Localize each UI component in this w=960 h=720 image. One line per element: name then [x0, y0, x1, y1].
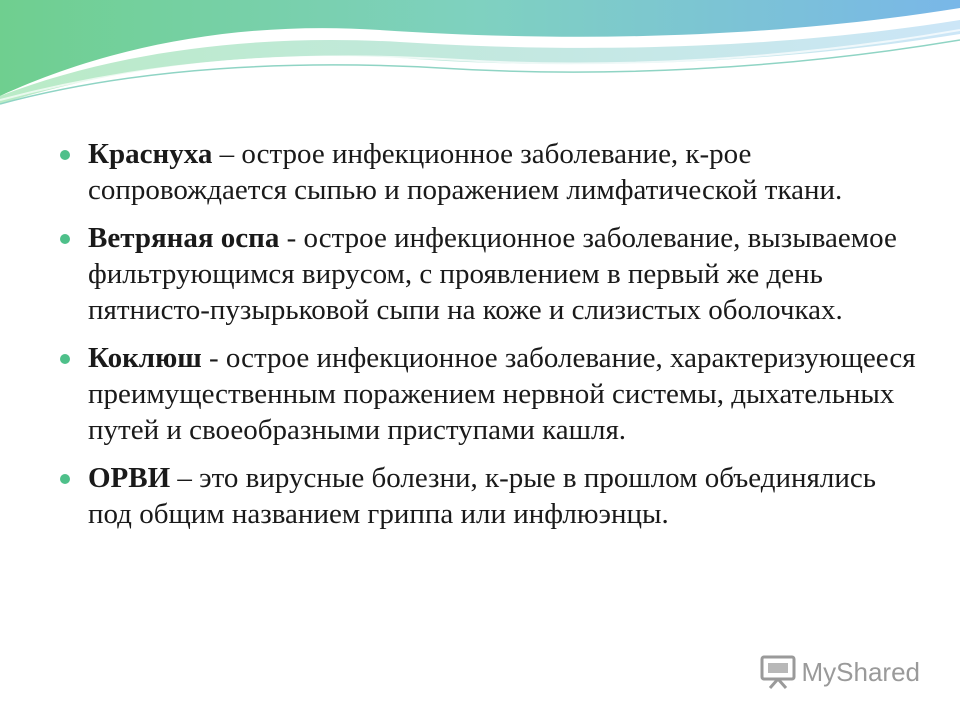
bullet-term: Ветряная оспа: [88, 222, 280, 254]
bullet-item-pertussis: [60, 340, 920, 448]
bullet-icon: [60, 354, 70, 364]
bullet-item-rubella: [60, 136, 920, 208]
bullet-icon: [60, 234, 70, 244]
bullet-text: – это вирусные болезни, к-рые в прошлом объединялись под общим названием гриппа или инфлюэнцы.: [88, 462, 876, 530]
header-wave-decoration: [0, 0, 960, 120]
watermark-logo[interactable]: [760, 652, 921, 692]
bullet-item-chickenpox: [60, 220, 920, 328]
bullet-item-arvi: [60, 460, 920, 532]
bullet-term: ОРВИ: [88, 462, 171, 494]
bullet-text: – острое инфекционное заболевание, к-рое сопровождается сыпью и поражением лимфатической ткани.: [88, 138, 843, 206]
bullet-term: Краснуха: [88, 138, 213, 170]
bullet-text: - острое инфекционное заболевание, характеризующееся преимущественным поражением нервной системы, дыхательных путей и своеобразными приступами кашля.: [88, 342, 916, 446]
bullet-icon: [60, 150, 70, 160]
bullet-text: - острое инфекционное заболевание, вызываемое фильтрующимся вирусом, с проявлением в первый же день пятнисто-пузырьковой сыпи на коже и слизистых оболочках.: [88, 222, 897, 326]
bullet-icon: [60, 474, 70, 484]
slide-content: [60, 136, 920, 544]
presentation-screen-icon: [760, 655, 796, 689]
bullet-list: [60, 136, 920, 532]
bullet-term: Коклюш: [88, 342, 202, 374]
watermark-text: MyShared: [801, 656, 920, 687]
